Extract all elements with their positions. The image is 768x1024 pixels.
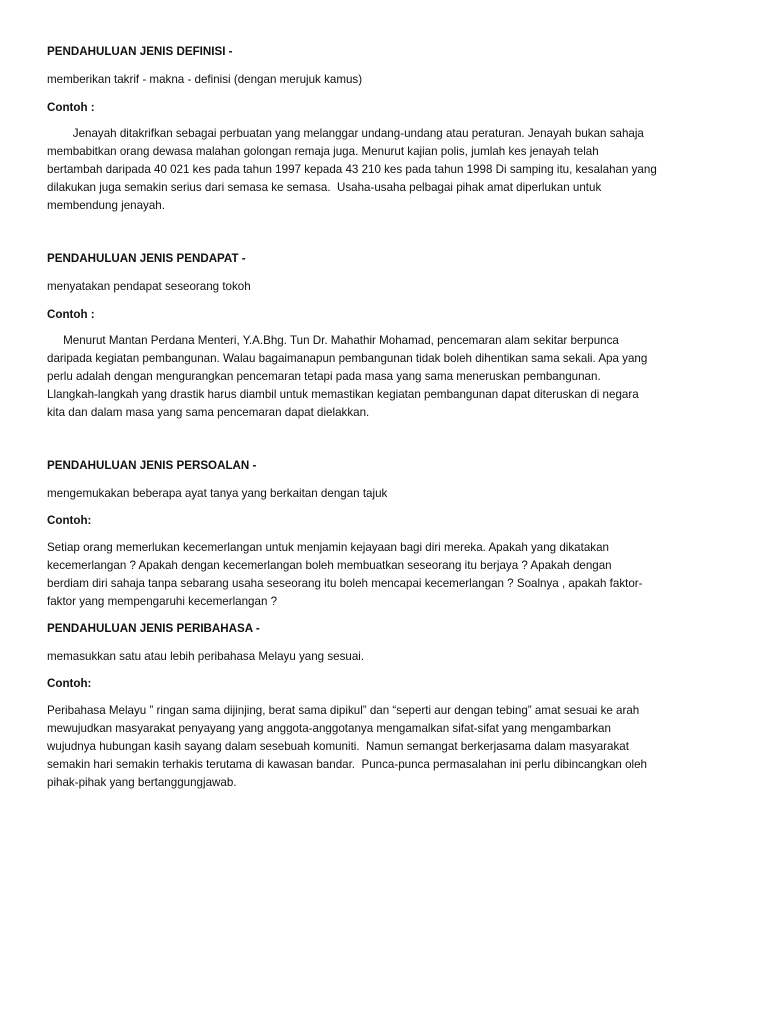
example-paragraph-persoalan [47,539,727,611]
section-description-persoalan: mengemukakan beberapa ayat tanya yang berkaitan dengan tajuk [47,487,388,500]
contoh-label-peribahasa: Contoh: [47,677,92,690]
paragraph-line: membabitkan orang dewasa malahan golongan remaja juga. Menurut kajian polis, jumlah kes jenayah telah [47,145,599,158]
example-paragraph-definisi [47,125,727,215]
paragraph-line: Setiap orang memerlukan kecemerlangan untuk menjamin kejayaan bagi diri mereka. Apakah yang dikatakan [47,541,609,554]
example-paragraph-pendapat [47,332,727,422]
section-description-definisi: memberikan takrif - makna - definisi (dengan merujuk kamus) [47,73,363,86]
contoh-label-definisi: Contoh : [47,101,95,114]
paragraph-line: Peribahasa Melayu ” ringan sama dijinjing, berat sama dipikul” dan “seperti aur dengan tebing” amat sesuai ke arah [47,704,640,717]
paragraph-line: bertambah daripada 40 021 kes pada tahun 1997 kepada 43 210 kes pada tahun 1998 Di samping itu, kesalahan yang [47,163,657,176]
paragraph-line: perlu adalah dengan mengurangkan pencemaran tetapi pada masa yang sama meneruskan pembangunan. [47,370,601,383]
section-heading-persoalan: PENDAHULUAN JENIS PERSOALAN - [47,459,257,472]
contoh-label-pendapat: Contoh : [47,308,95,321]
paragraph-line: Jenayah ditakrifkan sebagai perbuatan yang melanggar undang-undang atau peraturan. Jenayah bukan sahaja [47,127,644,140]
section-heading-peribahasa: PENDAHULUAN JENIS PERIBAHASA - [47,622,260,635]
section-heading-definisi: PENDAHULUAN JENIS DEFINISI - [47,45,233,58]
paragraph-line: kita dan dalam masa yang sama pencemaran dapat dielakkan. [47,406,370,419]
paragraph-line: pihak-pihak yang bertanggungjawab. [47,776,237,789]
paragraph-line: berdiam diri sahaja tanpa sebarang usaha seseorang itu boleh mencapai kecemerlangan ? Soalnya , apakah faktor- [47,577,643,590]
paragraph-line: dilakukan juga semakin serius dari semasa ke semasa. Usaha-usaha pelbagai pihak amat diperlukan untuk [47,181,602,194]
paragraph-line: kecemerlangan ? Apakah dengan kecemerlangan boleh membuatkan seseorang itu berjaya ? Apakah dengan [47,559,612,572]
paragraph-line: semakin hari semakin terhakis terutama di kawasan bandar. Punca-punca permasalahan ini perlu dibincangkan oleh [47,758,648,771]
section-description-peribahasa: memasukkan satu atau lebih peribahasa Melayu yang sesuai. [47,650,365,663]
paragraph-line: faktor yang mempengaruhi kecemerlangan ? [47,595,278,608]
paragraph-line: membendung jenayah. [47,199,165,212]
section-description-pendapat: menyatakan pendapat seseorang tokoh [47,280,251,293]
paragraph-line: wujudnya hubungan kasih sayang dalam sesebuah komuniti. Namun semangat berkerjasama dalam masyarakat [47,740,629,753]
example-paragraph-peribahasa [47,702,727,792]
section-heading-pendapat: PENDAHULUAN JENIS PENDAPAT - [47,252,246,265]
paragraph-line: Llangkah-langkah yang drastik harus diambil untuk memastikan kegiatan pembangunan dapat diteruskan di negara [47,388,639,401]
contoh-label-persoalan: Contoh: [47,514,92,527]
paragraph-line: daripada kegiatan pembangunan. Walau bagaimanapun pembangunan tidak boleh dihentikan sama sekali. Apa yang [47,352,648,365]
paragraph-line: Menurut Mantan Perdana Menteri, Y.A.Bhg. Tun Dr. Mahathir Mohamad, pencemaran alam sekitar berpunca [47,334,619,347]
paragraph-line: mewujudkan masyarakat penyayang yang anggota-anggotanya mengamalkan sifat-sifat yang mengambarkan [47,722,611,735]
